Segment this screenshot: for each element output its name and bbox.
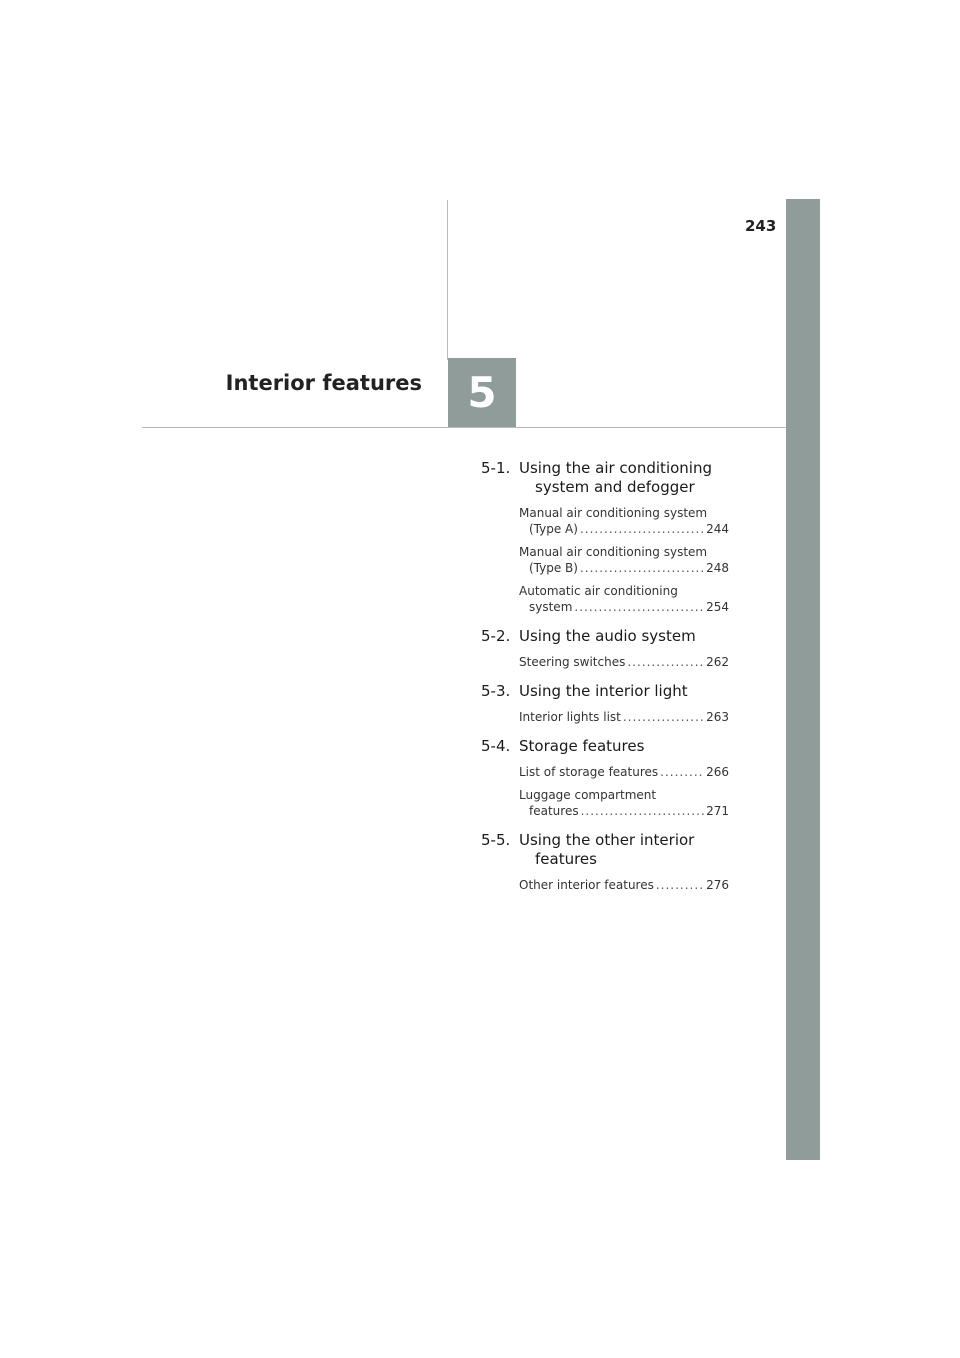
toc-entry[interactable]: Other interior features ..... 276 [519, 877, 729, 893]
page-number: 243 [745, 217, 777, 235]
toc-entry[interactable]: Automatic air conditioning system ..... 254 [519, 583, 729, 615]
entry-page: 248 [706, 561, 729, 575]
toc-section [481, 737, 729, 819]
entry-page: 266 [706, 765, 729, 779]
toc-entry[interactable]: Interior lights list ..... 263 [519, 709, 729, 725]
section-number: 5-4. [481, 737, 511, 755]
toc-entry[interactable]: List of storage features ..... 266 [519, 764, 729, 780]
section-title: Using the interior light [519, 682, 688, 700]
chapter-title: Interior features [225, 371, 422, 395]
toc-section [481, 831, 729, 893]
section-title: Storage features [519, 737, 645, 755]
section-number: 5-5. [481, 831, 511, 849]
section-number: 5-1. [481, 459, 511, 477]
section-heading[interactable] [481, 627, 729, 646]
entry-page: 271 [706, 804, 729, 818]
section-heading[interactable] [481, 831, 729, 869]
entry-page: 254 [706, 600, 729, 614]
section-heading[interactable] [481, 737, 729, 756]
table-of-contents [481, 459, 729, 905]
entry-page: 262 [706, 655, 729, 669]
toc-entry[interactable]: Manual air conditioning system (Type A) ..... 244 [519, 505, 729, 537]
section-heading[interactable] [481, 682, 729, 701]
section-title: Using the other interior features [519, 831, 695, 868]
entry-page: 263 [706, 710, 729, 724]
horizontal-divider [142, 427, 786, 428]
toc-entry[interactable]: Luggage compartment features ..... 271 [519, 787, 729, 819]
entry-page: 276 [706, 878, 729, 892]
section-title: Using the air conditioning system and defogger [519, 459, 712, 496]
toc-entry[interactable]: Steering switches ..... 262 [519, 654, 729, 670]
chapter-number-box: 5 [448, 358, 516, 427]
section-number: 5-3. [481, 682, 511, 700]
toc-entry[interactable]: Manual air conditioning system (Type B) ..... 248 [519, 544, 729, 576]
section-heading[interactable] [481, 459, 729, 497]
section-title: Using the audio system [519, 627, 696, 645]
entry-page: 244 [706, 522, 729, 536]
toc-section [481, 627, 729, 670]
vertical-divider [447, 200, 448, 360]
chapter-side-tab [786, 199, 820, 1160]
section-number: 5-2. [481, 627, 511, 645]
toc-section [481, 682, 729, 725]
toc-section [481, 459, 729, 615]
